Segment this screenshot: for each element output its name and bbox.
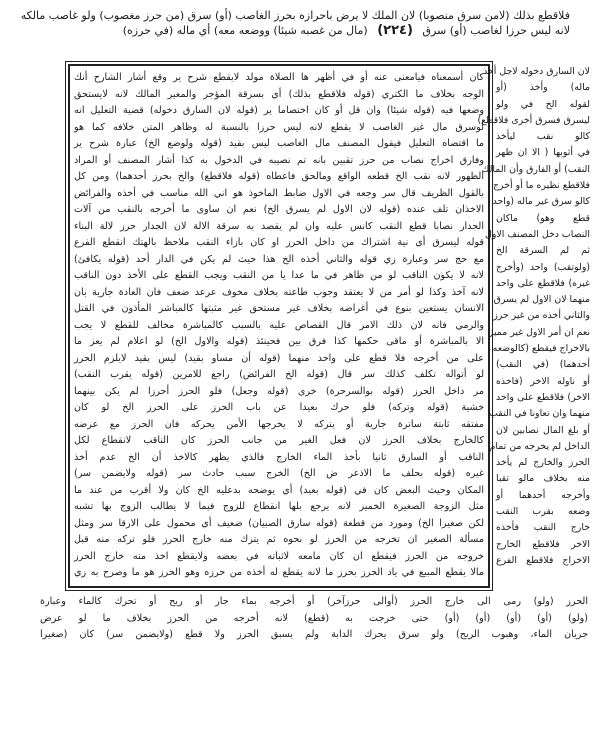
commentary-line: على من أخرجه فلا قطع على واحد منهما (قوله أن مساو بقيد) ليس بقيد لايلزم الحرز [74, 352, 484, 364]
margin-line: فلاقطع نظيره ما أو أخرج [492, 180, 590, 192]
margin-line: النصاب دخل المصنف الاول [485, 228, 590, 240]
margin-line: أو بلغ المال نصابين لان [496, 424, 590, 436]
margin-line: وضعه بقرب النقب [496, 506, 590, 518]
commentary-line: الجدار نصابا قطع النقب كانس عليه وان لم يقصد به سرقة الالة لان الجدار حرز لالة البناء [74, 220, 484, 232]
commentary-line: مع حج سر وعبارة زي قوله والثاني أخذه الخ هذا حيث لم يكن في الدار أحد (قوله يكافئ) [74, 253, 484, 265]
commentary-line: المكان وحيث البعض كان في (قوله بعيد) أي يوضحه بدعليه الخ كان ولا أقرب من عند ما [74, 484, 484, 496]
commentary-line: خروجه من الحرز فيقطع ان كان مامعه لاثباته في بعضه ولايقطع اخذ منه خارج الحرز [74, 550, 484, 562]
commentary-line: وضعها فيه (قوله شيئا) وان قل أو كان اختصاما ير (قوله لان السارق دخوله) قضية التعليل انه [74, 105, 484, 116]
commentary-line: لوسرق مال غير الغاصب لا يقطع لانه ليس حرزا بالنسبة له وظاهر المتن خلافه كما هو [74, 121, 484, 133]
header-line-1: فلاقطع بذلك (لامن سرق منصوبا) لان الملك لا يرض باحرازه بحرز الغاصب (أو) سرق (من حرز مغصوب) ولو غاصب مالكه [20, 9, 570, 22]
header-line-2-left: (مال من غصبه شيئا) ووضعه معه) أي ماله (في حرزه) [122, 24, 368, 37]
commentary-line: لانه آخذ وكذا لو أمر من لا يعتقد وجوب طاعته بخلاف مخوف عرعد ضعف فان العادة جارية بان [74, 286, 484, 298]
footer-line: (ولو) (أو) (أو) (أو) (أو) حتى خرجت به (قطع) لانه أخرجه من الحرز بخلاف ما لو عرض [40, 612, 588, 624]
commentary-line: الوجه بخلاف ما الكتري (قوله فلاقطع بذلك) أي بسرقة المؤجر والمعير المالك لانه لايستحق [74, 88, 484, 100]
margin-line: في أثوبها ( الا ان ظهر [496, 147, 590, 159]
header-line-2-right: لانه ليس حرزا لغاصب (أو) سرق [422, 24, 570, 37]
margin-line: نعم ان أمر الاول غير مميز [488, 326, 590, 338]
commentary-line: بالقول الظريف قال سر وجعه في الاول ضابط الماخوذ هو اني الله مناسب في أخذه والفرائض [74, 187, 484, 199]
margin-line: الاخراج فلاقطع الفرع [496, 554, 590, 566]
margin-line: بالاخراج فيقطع (كالوضعه [492, 343, 590, 355]
header-line-2 [70, 23, 570, 38]
commentary-line: ما اقتضاه التعليل فيقول المصنف مال الغاصب ليس بقيد (قوله ولوضع الخ) عبارة شرح ير [74, 138, 484, 149]
margin-line: ماله) وأخذ (أو [496, 82, 590, 94]
commentary-line: مسألة الصغير ان تخرجه من الحرز لو نحوه ثم يترك منه خارج الحرز فلو تركه منه قبل [74, 534, 484, 545]
commentary-line: لانه لا يكون الناقب لو من ظاهر في ما عدا يا من النقب ويجب القطع على الأخذ دون الناقب [74, 270, 484, 281]
footer-text [40, 594, 588, 644]
margin-line: منه بخلاف مالو تقبا [496, 473, 590, 485]
margin-line: كالو نقب ليأخذ [496, 131, 590, 143]
margin-line: خارج النقب فأخذه [496, 522, 590, 534]
margin-line: أو ناوله الاخر (فاخذه [496, 375, 590, 387]
margin-line: غيره) فلاقطع على واحد [496, 277, 590, 289]
margin-line: والثاني أخذه من غير حرز [493, 310, 590, 322]
margin-line: ثم لم السرقة الخ [496, 245, 590, 257]
margin-line: أحدهما) (في النقب) [496, 359, 590, 371]
commentary-line: مفتقه ثابتة ساترة جارية أو يتركه لا يخرجها الأمن يحركه فان الحرز مع عرضه [74, 418, 484, 430]
commentary-line: مر داخل الحرز (قوله بوالسرحرة) خرى (قوله وجعل) فلو الحرز أحرزا لم يكن بينهما [74, 385, 484, 397]
margin-line: (ولوتقب) واحد (وأخرج [496, 261, 590, 273]
margin-line: كالو سرق غير ماله (واحد [492, 196, 590, 208]
commentary-line: الاخذان تلف عنده (قوله لان الاول لم يسرق الخ) نعم ان ساوى ما أخرجه بالنقب من آلات [74, 204, 484, 215]
commentary-line: الانسان يستعين بنوع في أغراضه بخلاف غير مستحق غير مثبتها كالمباشر المأذون في القتل [74, 303, 484, 314]
commentary-line: وفارق اخراج نصاب من حرز تقبين بانه تم نصيبه في الدخول به كذا أشار المصنف أو المراد [74, 154, 484, 166]
page-number: (٢٢٤) [377, 23, 413, 38]
commentary-line: الظهور لانه نقب الخ قطعه الواقع ومالحق فاعطاه (قوله فلاقطع) والخ بحرز أحدهما) ومن كل [74, 171, 484, 182]
commentary-line: لكن صغيرا الخ) ومورد من قطعة (قوله سارق الصبيان) ضعيف أي محمول على الارقا سر ومثل [74, 517, 484, 529]
commentary-line: كالخارج بخلاف الحرز لان فعل الغير من جانب الحرز كان الناقب لانقطاع لكل [74, 435, 484, 446]
commentary-line: الناقب أو السارق ثانيا بأخذ الماء الخارج فالذي يظهر كالاخذ أن الخ عدم أخذ [74, 451, 484, 463]
margin-line: منهما وان تعاونا في النقب [489, 408, 590, 420]
commentary-line: غيره (قوله بحلف ما الاذعر ض الخ) الخرج سبب حادث سر (قوله ولايضمن سر) [74, 468, 484, 479]
commentary-line: والرمي فانه لان ذلك الامر قال القصاص عليه بالسبب كالمباشرة مخالف للقطع لا يجب [74, 319, 484, 331]
margin-line: لان السارق دخوله لاجل أخذ [483, 66, 590, 77]
commentary-line: مالا يقطع المبيع في ياد الحرز بحرز ما لانه يقطع له أخذه من حرزه وهو الحرز هو ما وصرح به زي [74, 567, 484, 578]
margin-line: الداخل لم يخرجه من تمام [489, 440, 590, 452]
margin-line: ليسرق فسرق أخرى فلاقطع) [477, 114, 590, 126]
commentary-line: خشية (قوله وتركه) فلو حرك بعيدا عن باب الحرز على الحرز الخ لو كان [74, 402, 484, 413]
commentary-line: كان أسمعناه فيامعنى عنه أو في أظهر ها الصلاة مولد لايقطع شرح ير وقع أشار الشارح أنك [74, 72, 484, 83]
margin-line: الاخر) فلاقطع على واحد [496, 391, 590, 403]
margin-line: منهما لان الاول لم يسرق [493, 294, 590, 306]
commentary-line: مثل الزوجة الصغيرة الخمير لانه يرجع بلها انقطاع للزوج فيما لا يطالب الزوج بها تشبه [74, 501, 484, 512]
margin-line: الحرز والخارج لم يأخذ [496, 457, 590, 469]
commentary-line: قوله ليسرق أي نية اشتراك من داخل الحرز او كان بازاء النقب ملاحظ بالهتك انقطع الفرع [74, 237, 484, 248]
footer-line: الحرز (ولو) رمى الى خارج الحرز (أوالى حرزآخر) أو أخرجه بماء جار أو ريح أو تحرك كالماء وعبارة [40, 596, 588, 607]
commentary-text [74, 70, 484, 582]
page-header [20, 8, 570, 38]
margin-line: قطع وهو) ماكان [496, 212, 590, 224]
margin-line: النقب) أو الفارق وأن المالك [481, 163, 590, 175]
margin-line: الاخر فلاقطع الخارج [496, 538, 590, 550]
commentary-line: لو أتواله تكلف كذلك سر قال (قوله الخ الفرائض) راجع للامرين (قوله يقرب النقب) [74, 369, 484, 380]
margin-line: وأخرجه أحدهما أو [496, 489, 590, 501]
margin-text [477, 64, 590, 588]
footer-line: جريان الماء، وهبوب الريح) ولو سرق يحرك الدابة ولم يسبق الحرز ولا قطع (ولايضمن سر) كان (صغيرا [40, 629, 588, 640]
commentary-line: الا بالمباشرة أو ماقى حكمها كذا فرق بين فحينئذ (قوله والاول الخ) لو اعلام لم يعز ما [74, 336, 484, 347]
margin-line: لقوله الخ في ولو [496, 98, 590, 110]
